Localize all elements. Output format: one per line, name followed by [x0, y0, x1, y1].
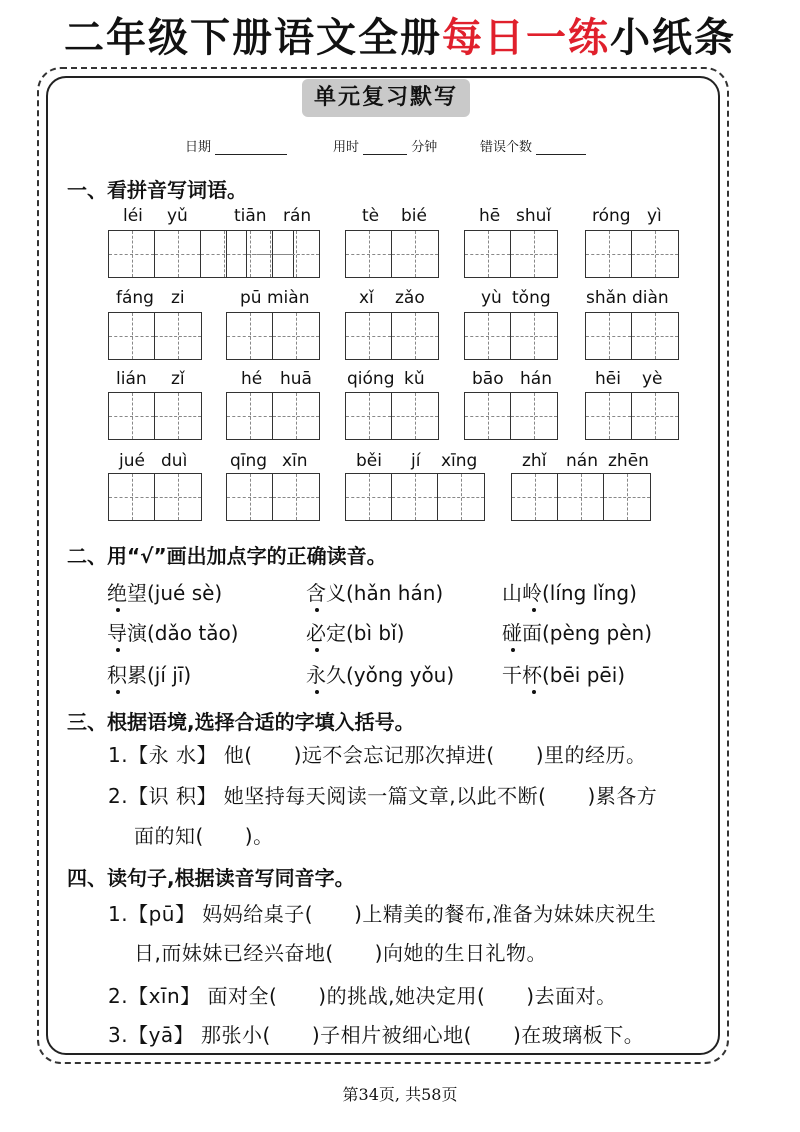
- pinyin: xīng: [441, 451, 478, 471]
- pinyin: léi: [123, 206, 143, 226]
- pinyin: hē: [479, 206, 501, 226]
- pronunciation-item: 山岭(líng lǐng): [502, 577, 637, 606]
- pinyin: huā: [280, 369, 312, 389]
- pronunciation-item: 永久(yǒng yǒu): [306, 659, 454, 688]
- pinyin: lián: [116, 369, 147, 389]
- pinyin: běi: [356, 451, 382, 471]
- writing-grid[interactable]: [108, 392, 202, 440]
- title-part1: 二年级下册语文全册: [64, 15, 442, 61]
- pinyin: yè: [642, 369, 663, 389]
- pinyin: diàn: [632, 288, 669, 308]
- pinyin: kǔ: [404, 369, 425, 389]
- question-line: 1.【pū】 妈妈给桌子( )上精美的餐布,准备为妹妹庆祝生: [108, 902, 657, 926]
- pronunciation-item: 绝望(jué sè): [107, 577, 222, 606]
- pinyin: shuǐ: [516, 206, 552, 226]
- writing-grid[interactable]: [108, 473, 202, 521]
- pinyin: zhǐ: [522, 451, 547, 471]
- errors-field[interactable]: [480, 136, 586, 155]
- question-line: 日,而妹妹已经兴奋地( )向她的生日礼物。: [134, 941, 547, 965]
- pinyin: jí: [411, 451, 421, 471]
- pinyin: tiān: [234, 206, 267, 226]
- question-line: 面的知( )。: [134, 824, 274, 848]
- pinyin: zǐ: [171, 369, 185, 389]
- writing-grid[interactable]: [345, 473, 485, 521]
- writing-grid[interactable]: [464, 392, 558, 440]
- pinyin: zi: [171, 288, 185, 308]
- question-line: 2.【识 积】 她坚持每天阅读一篇文章,以此不断( )累各方: [108, 784, 658, 808]
- pinyin: tǒng: [512, 288, 551, 308]
- writing-grid[interactable]: [226, 230, 320, 278]
- question-line: 2.【xīn】 面对全( )的挑战,她决定用( )去面对。: [108, 984, 617, 1008]
- pinyin: xīn: [282, 451, 308, 471]
- writing-grid[interactable]: [226, 312, 320, 360]
- page-number: 第34页, 共58页: [342, 1085, 458, 1104]
- pinyin: xǐ: [359, 288, 374, 308]
- writing-grid[interactable]: [108, 312, 202, 360]
- pinyin: pū: [240, 288, 262, 308]
- writing-grid[interactable]: [464, 312, 558, 360]
- pinyin: zhēn: [608, 451, 649, 471]
- pronunciation-item: 必定(bì bǐ): [306, 617, 404, 646]
- pinyin: miàn: [267, 288, 310, 308]
- title-part3: 小纸条: [610, 15, 736, 61]
- writing-grid[interactable]: [345, 312, 439, 360]
- writing-grid[interactable]: [511, 473, 651, 521]
- time-field[interactable]: [333, 136, 437, 155]
- pronunciation-item: 含义(hǎn hán): [306, 577, 443, 606]
- section1-title: 一、看拼音写词语。: [67, 178, 247, 202]
- pinyin: yǔ: [167, 206, 188, 226]
- writing-grid[interactable]: [585, 312, 679, 360]
- pinyin: fáng: [116, 288, 154, 308]
- pinyin: hán: [520, 369, 552, 389]
- pinyin: qióng: [347, 369, 395, 389]
- pronunciation-item: 导演(dǎo tǎo): [107, 617, 238, 646]
- pinyin: zǎo: [395, 288, 425, 308]
- minutes-label: 分钟: [411, 140, 438, 155]
- pronunciation-item: 积累(jí jī): [107, 659, 191, 688]
- pronunciation-item: 碰面(pèng pèn): [502, 617, 652, 646]
- writing-grid[interactable]: [585, 230, 679, 278]
- writing-grid[interactable]: [226, 473, 320, 521]
- section4-title: 四、读句子,根据读音写同音字。: [67, 866, 355, 890]
- section2-title: 二、用“√”画出加点字的正确读音。: [67, 544, 387, 568]
- pinyin: bié: [401, 206, 427, 226]
- date-blank[interactable]: [215, 141, 287, 155]
- pinyin: jué: [119, 451, 145, 471]
- date-label: 日期: [185, 140, 212, 155]
- pinyin: bāo: [472, 369, 504, 389]
- errors-label: 错误个数: [480, 140, 533, 155]
- unit-label: 单元复习默写: [302, 79, 470, 117]
- pinyin: nán: [566, 451, 598, 471]
- section3-title: 三、根据语境,选择合适的字填入括号。: [67, 710, 415, 734]
- writing-grid[interactable]: [345, 392, 439, 440]
- errors-blank[interactable]: [536, 141, 586, 155]
- time-label: 用时: [333, 140, 360, 155]
- pronunciation-item: 干杯(bēi pēi): [502, 659, 625, 688]
- writing-grid[interactable]: [226, 392, 320, 440]
- pinyin: hé: [241, 369, 263, 389]
- page-title: [0, 12, 800, 64]
- date-field[interactable]: [185, 136, 287, 155]
- writing-grid[interactable]: [585, 392, 679, 440]
- pinyin: yì: [647, 206, 662, 226]
- pinyin: shǎn: [586, 288, 627, 308]
- pinyin: hēi: [595, 369, 621, 389]
- pinyin: yù: [481, 288, 502, 308]
- title-part2: 每日一练: [442, 15, 610, 61]
- pinyin: tè: [362, 206, 380, 226]
- pinyin: duì: [161, 451, 188, 471]
- pinyin: rán: [283, 206, 312, 226]
- question-line: 3.【yā】 那张小( )子相片被细心地( )在玻璃板下。: [108, 1023, 645, 1047]
- writing-grid[interactable]: [464, 230, 558, 278]
- pinyin: qīng: [230, 451, 268, 471]
- writing-grid[interactable]: [345, 230, 439, 278]
- pinyin: róng: [592, 206, 631, 226]
- question-line: 1.【永 水】 他( )远不会忘记那次掉进( )里的经历。: [108, 743, 647, 767]
- time-blank[interactable]: [363, 141, 407, 155]
